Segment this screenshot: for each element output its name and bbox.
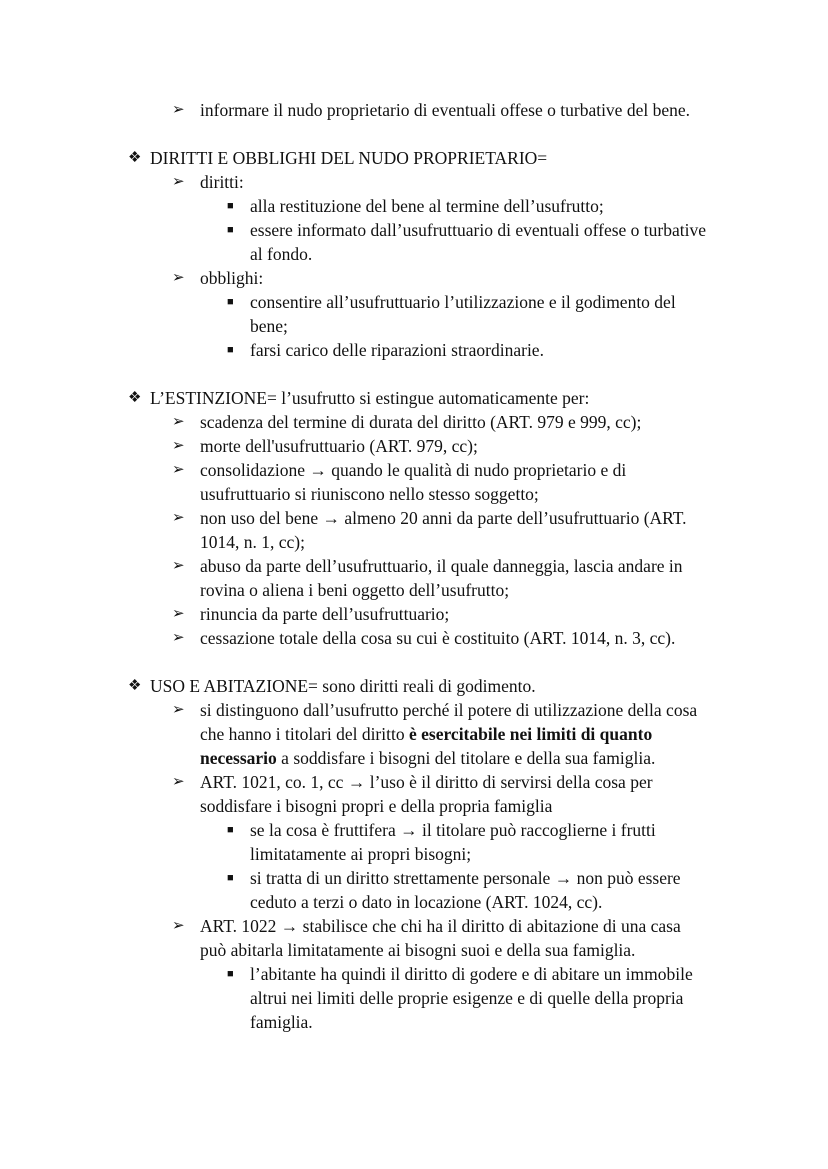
list-item [0, 626, 828, 650]
text-segment: obblighi: [200, 268, 264, 288]
text-line [0, 98, 828, 122]
text-segment: cessazione totale della cosa su cui è costituito (ART. 1014, n. 3, cc). [200, 628, 676, 648]
text-segment: USO E ABITAZIONE= sono diritti reali di godimento. [150, 676, 536, 696]
line-text [200, 938, 635, 962]
line-text [250, 314, 288, 338]
square-bullet-icon: ■ [227, 200, 234, 212]
text-line [0, 386, 828, 410]
arrow-bullet-icon: ➢ [172, 774, 185, 790]
list-item [0, 290, 828, 338]
arrow-bullet-icon: ➢ [172, 510, 185, 526]
bold-text-segment: è esercitabile nei limiti di quanto [408, 724, 653, 744]
arrow-bullet-icon: ➢ [172, 606, 185, 622]
text-segment: limitatamente ai propri bisogni; [250, 844, 472, 864]
text-segment: DIRITTI E OBBLIGHI DEL NUDO PROPRIETARIO= [150, 148, 548, 168]
line-text [250, 866, 681, 890]
list-item [0, 170, 828, 194]
line-text [200, 770, 653, 794]
line-text [200, 698, 697, 722]
line-text [250, 986, 683, 1010]
line-text [250, 818, 656, 842]
list-item [0, 602, 828, 626]
line-text [150, 386, 589, 410]
list-item [0, 962, 828, 1034]
arrow-bullet-icon: ➢ [172, 702, 185, 718]
text-line [0, 674, 828, 698]
text-line [0, 890, 828, 914]
bold-text-segment: necessario [200, 748, 277, 768]
text-line [0, 242, 828, 266]
list-item [0, 818, 828, 866]
line-text [200, 578, 509, 602]
line-text [200, 482, 539, 506]
line-text [250, 218, 706, 242]
text-segment: se la cosa è fruttifera → il titolare può raccoglierne i frutti [250, 820, 656, 840]
arrow-bullet-icon: ➢ [172, 462, 185, 478]
text-line [0, 506, 828, 530]
text-line [0, 410, 828, 434]
text-line [0, 434, 828, 458]
text-segment: consentire all’usufruttuario l’utilizzazione e il godimento del [250, 292, 676, 312]
arrow-bullet-icon: ➢ [172, 102, 185, 118]
text-line [0, 794, 828, 818]
line-text [200, 626, 675, 650]
text-line [0, 770, 828, 794]
text-segment: alla restituzione del bene al termine dell’usufrutto; [250, 196, 604, 216]
text-segment: scadenza del termine di durata del diritto (ART. 979 e 999, cc); [200, 412, 642, 432]
line-text [200, 170, 244, 194]
text-segment: soddisfare i bisogni propri e della propria famiglia [200, 796, 553, 816]
text-segment: ceduto a terzi o dato in locazione (ART. 1024, cc). [250, 892, 603, 912]
spacer [0, 650, 828, 674]
line-text [200, 410, 641, 434]
text-segment: l’abitante ha quindi il diritto di godere e di abitare un immobile [250, 964, 693, 984]
text-line [0, 290, 828, 314]
line-text [200, 98, 690, 122]
arrow-bullet-icon: ➢ [172, 270, 185, 286]
list-item [0, 506, 828, 554]
spacer [0, 122, 828, 146]
text-segment: ART. 1021, co. 1, cc → l’uso è il diritto di servirsi della cosa per [200, 772, 653, 792]
line-text [150, 674, 536, 698]
line-text [200, 602, 449, 626]
text-segment: famiglia. [250, 1012, 313, 1032]
text-segment: che hanno i titolari del diritto [200, 724, 409, 744]
line-text [250, 194, 604, 218]
text-line [0, 938, 828, 962]
list-item [0, 434, 828, 458]
text-segment: usufruttuario si riuniscono nello stesso soggetto; [200, 484, 539, 504]
line-text [250, 962, 693, 986]
list-item [0, 770, 828, 818]
line-text [200, 554, 683, 578]
line-text [200, 746, 655, 770]
line-text [200, 434, 478, 458]
text-segment: si tratta di un diritto strettamente personale → non può essere [250, 868, 681, 888]
arrow-bullet-icon: ➢ [172, 558, 185, 574]
list-item [0, 458, 828, 506]
text-segment: essere informato dall’usufruttuario di eventuali offese o turbative [250, 220, 706, 240]
section-heading [0, 386, 828, 410]
line-text [250, 242, 312, 266]
text-segment: morte dell'usufruttuario (ART. 979, cc); [200, 436, 478, 456]
diamond-bullet-icon: ❖ [128, 678, 142, 694]
text-segment: ART. 1022 → stabilisce che chi ha il diritto di abitazione di una casa [200, 916, 681, 936]
text-segment: informare il nudo proprietario di eventuali offese o turbative del bene. [200, 100, 690, 120]
line-text [200, 722, 652, 746]
line-text [200, 506, 687, 530]
line-text [200, 458, 626, 482]
text-segment: rinuncia da parte dell’usufruttuario; [200, 604, 450, 624]
text-line [0, 458, 828, 482]
text-segment: 1014, n. 1, cc); [200, 532, 305, 552]
arrow-bullet-icon: ➢ [172, 918, 185, 934]
text-line [0, 146, 828, 170]
square-bullet-icon: ■ [227, 824, 234, 836]
square-bullet-icon: ■ [227, 872, 234, 884]
diamond-bullet-icon: ❖ [128, 390, 142, 406]
text-line [0, 842, 828, 866]
text-line [0, 218, 828, 242]
text-segment: può abitarla limitatamente ai bisogni suoi e della sua famiglia. [200, 940, 636, 960]
text-segment: a soddisfare i bisogni del titolare e della sua famiglia. [276, 748, 656, 768]
list-item [0, 914, 828, 962]
line-text [200, 794, 552, 818]
list-item [0, 218, 828, 266]
square-bullet-icon: ■ [227, 224, 234, 236]
line-text [250, 338, 544, 362]
text-line [0, 602, 828, 626]
text-line [0, 986, 828, 1010]
text-segment: al fondo. [250, 244, 313, 264]
text-line [0, 698, 828, 722]
line-text [250, 1010, 313, 1034]
text-segment: diritti: [200, 172, 244, 192]
list-item [0, 410, 828, 434]
text-line [0, 554, 828, 578]
text-line [0, 962, 828, 986]
text-line [0, 314, 828, 338]
text-segment: rovina o aliena i beni oggetto dell’usufrutto; [200, 580, 510, 600]
section-heading [0, 674, 828, 698]
line-text [200, 530, 305, 554]
text-line [0, 338, 828, 362]
text-line [0, 194, 828, 218]
arrow-bullet-icon: ➢ [172, 174, 185, 190]
line-text [250, 290, 676, 314]
square-bullet-icon: ■ [227, 344, 234, 356]
text-segment: farsi carico delle riparazioni straordinarie. [250, 340, 544, 360]
list-item [0, 338, 828, 362]
text-segment: non uso del bene → almeno 20 anni da parte dell’usufruttuario (ART. [200, 508, 687, 528]
square-bullet-icon: ■ [227, 968, 234, 980]
text-segment: consolidazione → quando le qualità di nudo proprietario e di [200, 460, 627, 480]
line-text [200, 914, 681, 938]
text-line [0, 722, 828, 746]
line-text [250, 890, 602, 914]
text-line [0, 530, 828, 554]
text-line [0, 1010, 828, 1034]
line-text [150, 146, 547, 170]
text-line [0, 746, 828, 770]
line-text [250, 842, 471, 866]
line-text [200, 266, 263, 290]
arrow-bullet-icon: ➢ [172, 630, 185, 646]
list-item [0, 698, 828, 770]
text-segment: altrui nei limiti delle proprie esigenze e di quelle della propria [250, 988, 684, 1008]
text-line [0, 170, 828, 194]
section-heading [0, 146, 828, 170]
list-item [0, 554, 828, 602]
document-page [0, 98, 828, 1034]
diamond-bullet-icon: ❖ [128, 150, 142, 166]
spacer [0, 362, 828, 386]
text-segment: si distinguono dall’usufrutto perché il potere di utilizzazione della cosa [200, 700, 698, 720]
text-line [0, 482, 828, 506]
text-line [0, 578, 828, 602]
list-item [0, 866, 828, 914]
arrow-bullet-icon: ➢ [172, 414, 185, 430]
list-item [0, 266, 828, 290]
text-segment: L’ESTINZIONE= l’usufrutto si estingue automaticamente per: [150, 388, 590, 408]
list-item [0, 98, 828, 122]
text-line [0, 914, 828, 938]
arrow-bullet-icon: ➢ [172, 438, 185, 454]
text-line [0, 866, 828, 890]
square-bullet-icon: ■ [227, 296, 234, 308]
text-line [0, 818, 828, 842]
text-segment: bene; [250, 316, 288, 336]
text-line [0, 266, 828, 290]
text-line [0, 626, 828, 650]
text-segment: abuso da parte dell’usufruttuario, il quale danneggia, lascia andare in [200, 556, 683, 576]
list-item [0, 194, 828, 218]
